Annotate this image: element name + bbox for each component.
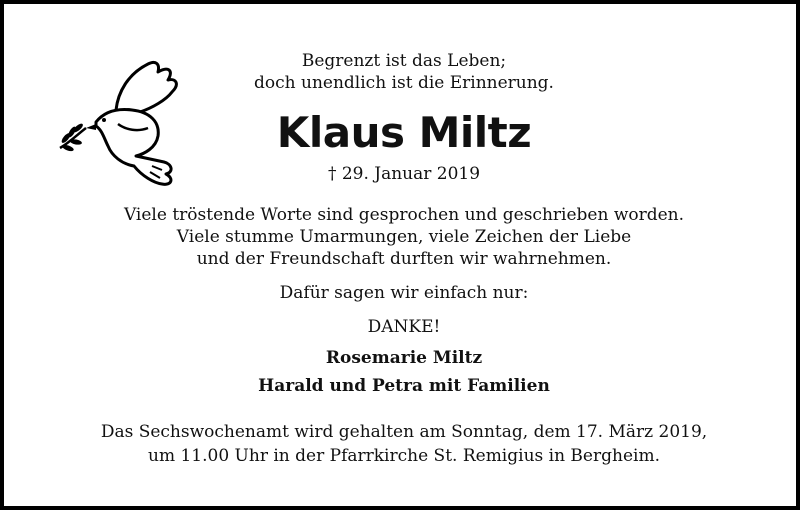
message-line-1: Viele tröstende Worte sind gesprochen und geschrieben worden. xyxy=(123,205,685,225)
thanks-word: DANKE! xyxy=(367,317,441,337)
quote-line-2: doch unendlich ist die Erinnerung. xyxy=(254,73,554,93)
deceased-name: Klaus Miltz xyxy=(276,108,532,157)
death-date: † 29. Januar 2019 xyxy=(327,164,481,184)
quote-line-1: Begrenzt ist das Leben; xyxy=(301,51,507,71)
service-line-2: um 11.00 Uhr in der Pfarrkirche St. Remigius in Bergheim. xyxy=(148,446,660,466)
thanks-intro: Dafür sagen wir einfach nur: xyxy=(279,283,529,303)
service-line-1: Das Sechswochenamt wird gehalten am Sonntag, dem 17. März 2019, xyxy=(100,422,708,442)
message-line-2: Viele stumme Umarmungen, viele Zeichen der Liebe xyxy=(176,227,632,247)
signer-line-2: Harald und Petra mit Familien xyxy=(258,376,550,396)
signer-line-1: Rosemarie Miltz xyxy=(325,348,483,368)
message-line-3: und der Freundschaft durften wir wahrnehmen. xyxy=(196,249,612,269)
